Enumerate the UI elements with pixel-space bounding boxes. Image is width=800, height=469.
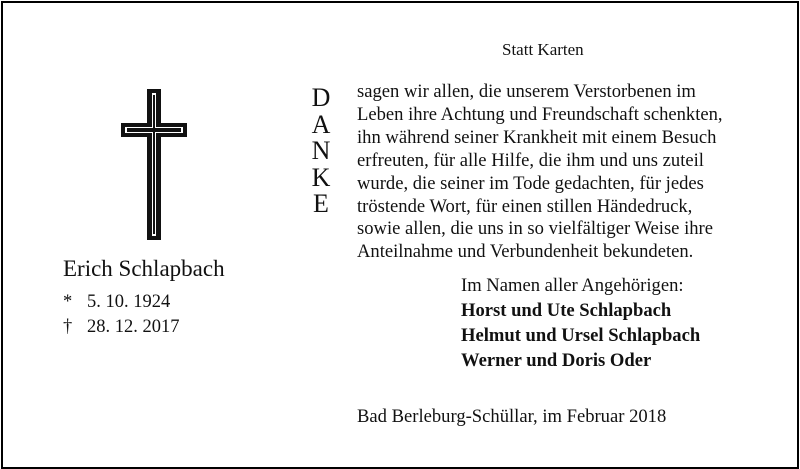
signatory-name: Horst und Ute Schlapbach	[461, 300, 672, 321]
birth-date: 5. 10. 1924	[87, 292, 171, 312]
birth-date-line	[63, 292, 170, 313]
message-line: tröstende Wort, für einen stillen Händedruck,	[357, 195, 693, 217]
death-symbol: †	[63, 317, 73, 337]
message-line: sowie allen, die uns in so vielfältiger Weise ihre	[357, 218, 713, 240]
deceased-name: Erich Schlapbach	[63, 256, 225, 281]
message-line: sagen wir allen, die unserem Verstorbenen im	[357, 81, 696, 102]
message-line: ihn während seiner Krankheit mit einem Besuch	[357, 126, 717, 148]
heading-statt-karten: Statt Karten	[502, 40, 584, 59]
danke-letter: K	[311, 162, 331, 192]
place-and-date: Bad Berleburg-Schüllar, im Februar 2018	[357, 406, 667, 427]
message-line: Leben ihre Achtung und Freundschaft schenkten,	[357, 103, 723, 125]
danke-letter: E	[313, 189, 329, 218]
birth-symbol: *	[63, 292, 73, 312]
danke-letter: A	[311, 109, 331, 139]
danke-letter: N	[311, 136, 331, 165]
danke-vertical	[309, 85, 333, 218]
death-date-line	[63, 317, 180, 338]
obituary-notice	[1, 1, 799, 469]
signatory-name: Helmut und Ursel Schlapbach	[461, 325, 701, 346]
thank-you-message	[357, 81, 723, 264]
message-line: wurde, die seiner im Tode gedachten, für jedes	[357, 172, 704, 194]
death-date: 28. 12. 2017	[87, 317, 180, 337]
outlined-cross-icon	[119, 87, 189, 242]
danke-letter: D	[311, 83, 331, 112]
signatory-name: Werner und Doris Oder	[461, 350, 652, 371]
signature-intro: Im Namen aller Angehörigen:	[461, 275, 684, 296]
message-line: erfreuten, für alle Hilfe, die ihm und uns zuteil	[357, 149, 704, 171]
message-line: Anteilnahme und Verbundenheit bekundeten.	[357, 241, 694, 263]
